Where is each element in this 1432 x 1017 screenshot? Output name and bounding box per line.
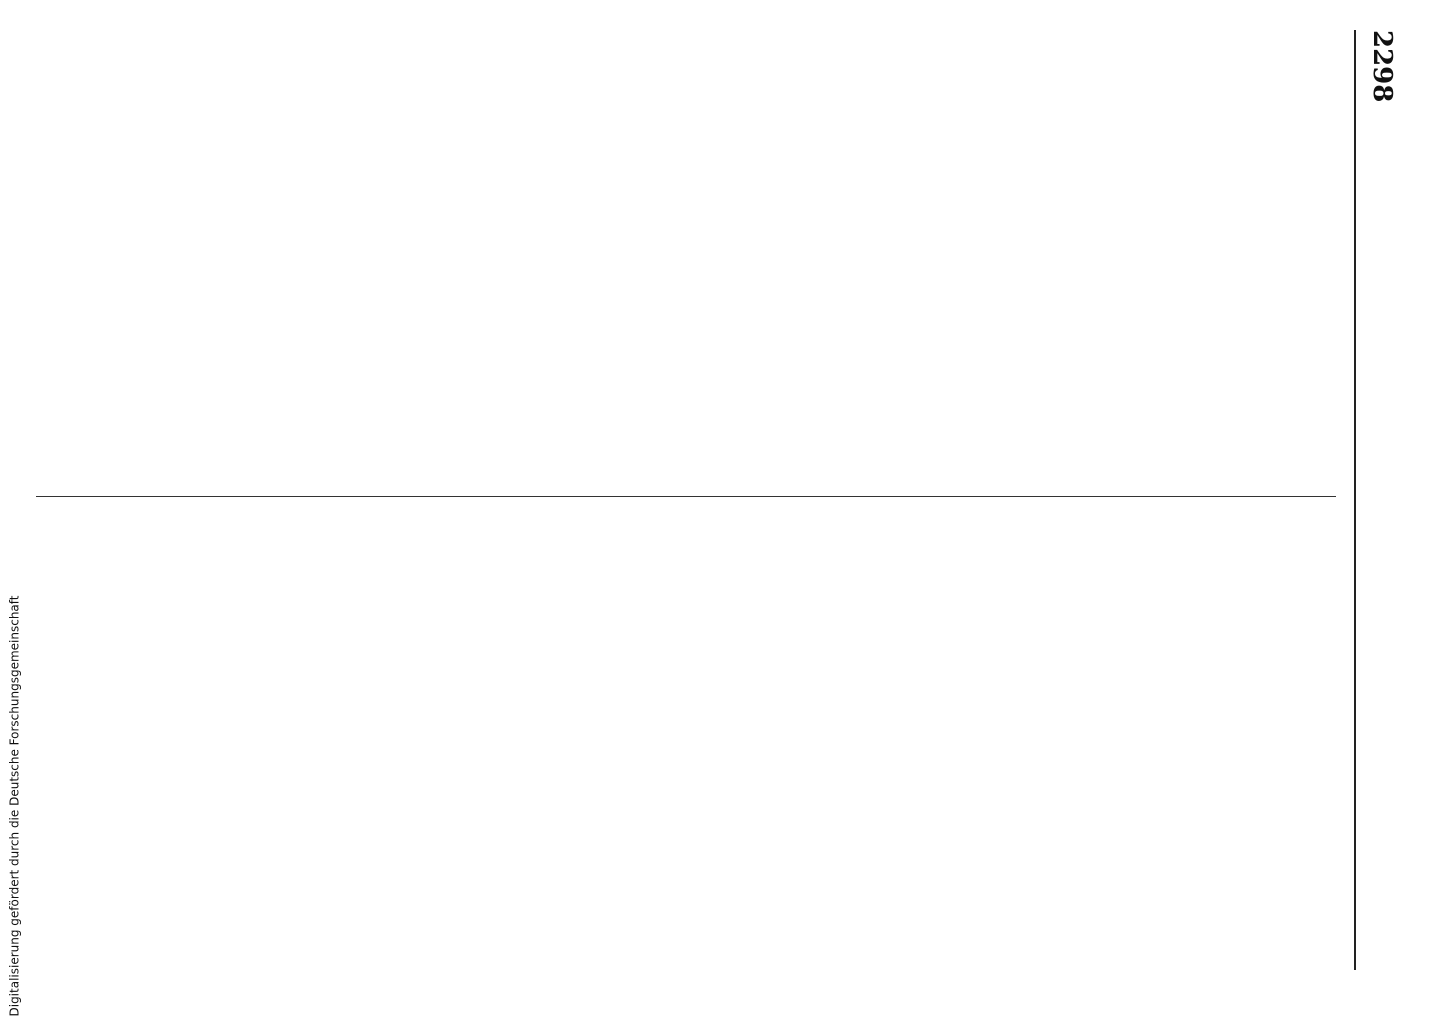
page-number: 2298: [1367, 30, 1397, 103]
text-column-right: [36, 520, 1336, 960]
digitization-credit: [2, 595, 26, 1017]
column-divider: [36, 496, 1336, 497]
running-head: [1354, 30, 1408, 970]
rotated-page: [16, 20, 1416, 980]
digitization-credit-text: Digitalisierung gefördert durch die Deutsche Forschungsgemeinschaft: [7, 595, 22, 1017]
text-column-left: [36, 30, 1336, 470]
